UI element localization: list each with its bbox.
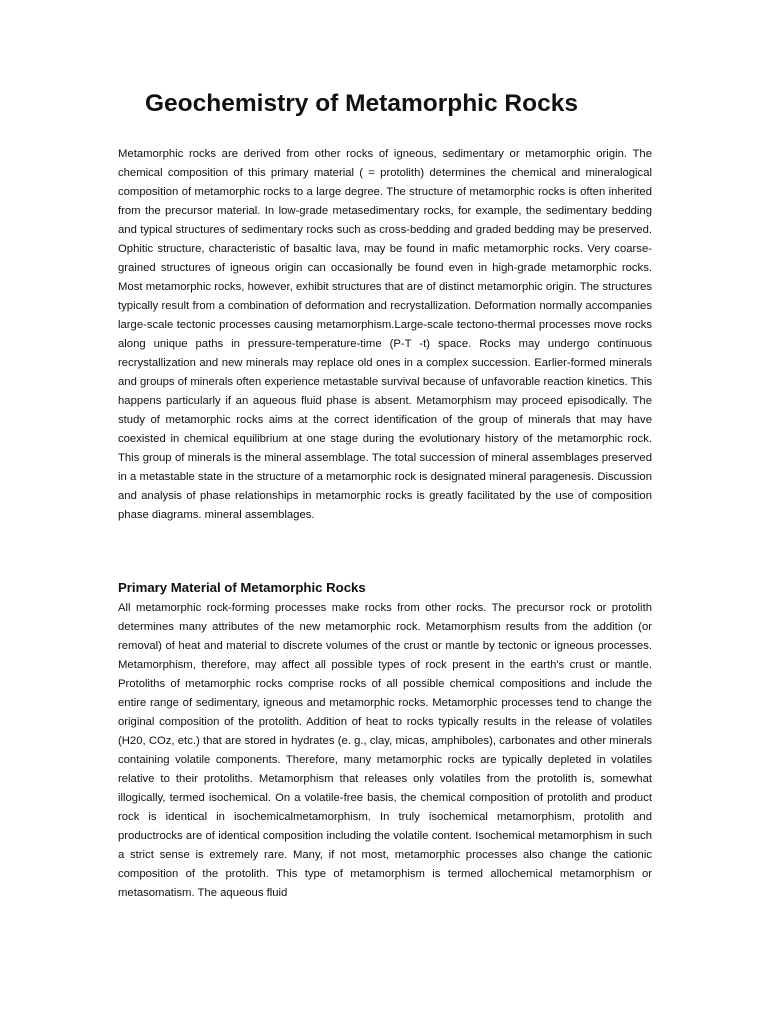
section-heading: Primary Material of Metamorphic Rocks — [118, 580, 366, 595]
document-title: Geochemistry of Metamorphic Rocks — [145, 90, 578, 117]
section-paragraph: All metamorphic rock-forming processes make rocks from other rocks. The precursor rock or protolith determines many attributes of the new metamorphic rock. Metamorphism results from the addition (or removal) of heat and material to discrete volumes of the crust or mantle by tectonic or igneous processes. Metamorphism, therefore, may affect all possible types of rock present in the earth's crust or mantle. Protoliths of metamorphic rocks comprise rocks of all possible chemical compositions and include the entire range of sedimentary, igneous and metamorphic rocks. Metamorphic processes tend to change the original composition of the protolith. Addition of heat to rocks typically results in the release of volatiles (H20, COz, etc.) that are stored in hydrates (e. g., clay, micas, amphiboles), carbonates and other minerals containing volatile components. Therefore, many metamorphic rocks are typically depleted in volatiles relative to their protoliths. Metamorphism that releases only volatiles from the protolith is, somewhat illogically, termed isochemical. On a volatile-free basis, the chemical composition of protolith and product rock is identical in isochemicalmetamorphism. In truly isochemical metamorphism, protolith and productrocks are of identical composition including the volatile content. Isochemical metamorphism in such a strict sense is extremely rare. Many, if not most, metamorphic processes also change the cationic composition of the protolith. This type of metamorphism is termed allochemical metamorphism or metasomatism. The aqueous fluid — [118, 602, 652, 899]
intro-paragraph: Metamorphic rocks are derived from other rocks of igneous, sedimentary or metamorphic origin. The chemical composition of this primary material ( = protolith) determines the chemical and mineralogical composition of metamorphic rocks to a large degree. The structure of metamorphic rocks is often inherited from the precursor material. In low-grade metasedimentary rocks, for example, the sedimentary bedding and typical structures of sedimentary rocks such as cross-bedding and graded bedding may be preserved. Ophitic structure, characteristic of basaltic lava, may be found in mafic metamorphic rocks. Very coarse-grained structures of igneous origin can occasionally be found even in high-grade metamorphic rocks. Most metamorphic rocks, however, exhibit structures that are of distinct metamorphic origin. The structures typically result from a combination of deformation and recrystallization. Deformation normally accompanies large-scale tectonic processes causing metamorphism.Large-scale tectono-thermal processes move rocks along unique paths in pressure-temperature-time (P-T -t) space. Rocks may undergo continuous recrystallization and new minerals may replace old ones in a complex succession. Earlier-formed minerals and groups of minerals often experience metastable survival because of unfavorable reaction kinetics. This happens particularly if an aqueous fluid phase is absent. Metamorphism may proceed episodically. The study of metamorphic rocks aims at the correct identification of the group of minerals that may have coexisted in chemical equilibrium at one stage during the evolutionary history of the metamorphic rock. This group of minerals is the mineral assemblage. The total succession of mineral assemblages preserved in a metastable state in the structure of a metamorphic rock is designated mineral paragenesis. Discussion and analysis of phase relationships in metamorphic rocks is greatly facilitated by the use of composition phase diagrams. mineral assemblages. — [118, 148, 652, 521]
